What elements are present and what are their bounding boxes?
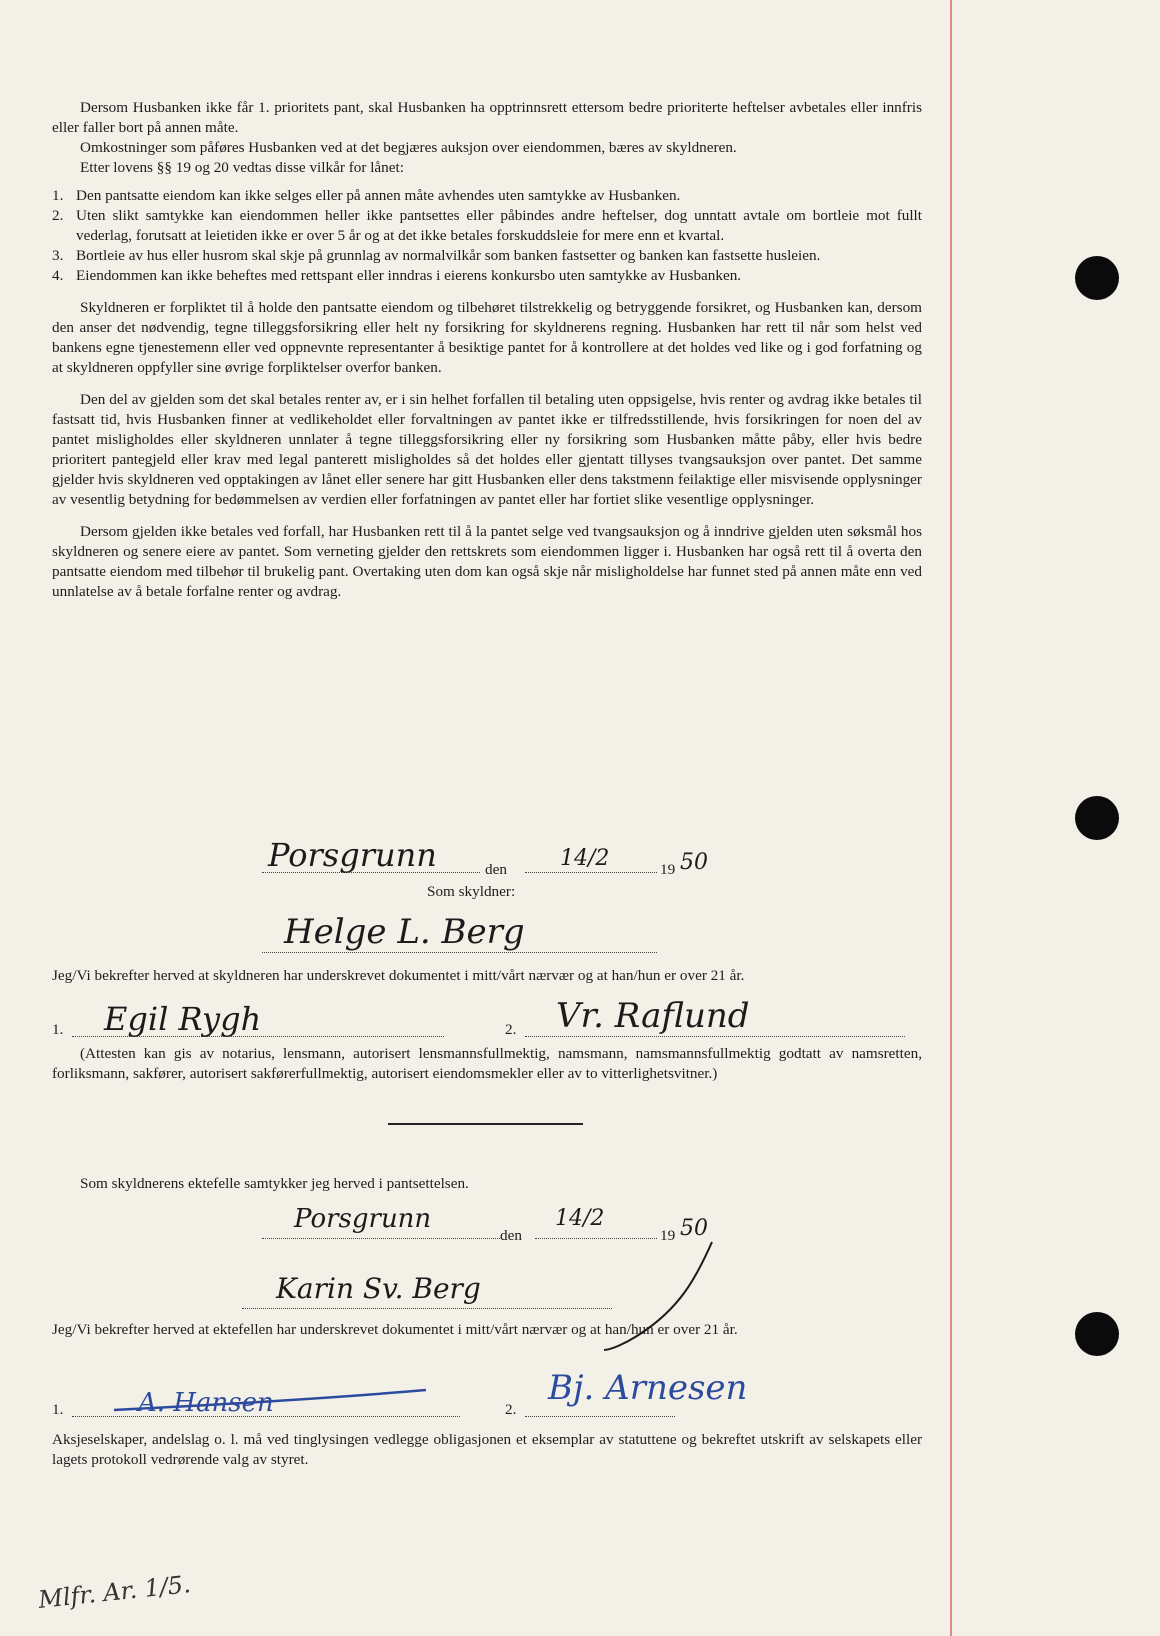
body-text: [52, 98, 922, 602]
condition-item: 4. Eiendommen kan ikke beheftes med rettspant eller inndras i eierens konkursbo uten samtykke av Husbanken.: [52, 267, 742, 284]
spouse-witness-1-signature: A. Hansen: [138, 1388, 274, 1418]
condition-item: 1. Den pantsatte eiendom kan ikke selges eller på annen måte avhendes uten samtykke av Husbanken.: [52, 187, 681, 204]
paragraph-insurance: Skyldneren er forpliktet til å holde den pantsatte eiendom og tilbehøret tilstrekkelig og betryggende forsikret, og Husbanken kan, dersom den anser det nødvendig, tegne tilleggsforsikring eller helt ny forsikring for skyldnerens regning. Husbanken har rett til når som helst ved bankens egne tjenestemenn eller ved oppnevnte representanter å besiktige pantet for å kontrollere at det holdes ved like og i god forfatning og at skyldneren oppfyller sine øvrige forpliktelser overfor banken.: [52, 299, 922, 376]
dotted-line: [262, 952, 657, 953]
debtor-role-label: Som skyldner:: [427, 883, 516, 900]
spouse-signature: Karin Sv. Berg: [276, 1272, 481, 1305]
handwritten-year: 50: [680, 850, 708, 875]
punch-hole-bottom: [1075, 1312, 1119, 1356]
paragraph-priority: Dersom Husbanken ikke får 1. prioritets pant, skal Husbanken ha opptrinnsrett ettersom bedre prioriterte heftelser avbetales eller innfris eller faller bort på annen måte.: [52, 99, 922, 136]
spouse-witness-statement: Jeg/Vi bekrefter herved at ektefellen har underskrevet dokumentet i mitt/vårt nærvær og at han/hun er over 21 år.: [52, 1321, 738, 1338]
year-prefix: 19: [660, 1227, 676, 1244]
den-label: den: [485, 861, 507, 878]
punch-hole-top: [1075, 256, 1119, 300]
witness-2-number: 2.: [505, 1021, 517, 1038]
spouse-witness-2-number: 2.: [505, 1401, 517, 1418]
divider-rule: [388, 1123, 583, 1125]
condition-item: 3. Bortleie av hus eller husrom skal skje på grunnlag av normalvilkår som banken fastsetter og banken kan fastsette husleien.: [52, 247, 821, 264]
witness-1-signature: Egil Rygh: [104, 1000, 262, 1038]
spouse-handwritten-place: Porsgrunn: [294, 1204, 432, 1234]
signature-underline: [110, 1386, 430, 1414]
attestation-note: (Attesten kan gis av notarius, lensmann, autorisert lensmannsfullmektig, namsmann, namsmannsfullmektig godtatt av namsretten, forliksmann, sakfører, autorisert sakførerfullmektig, autorisert eiendomsmekler eller av to vitterlighetsvitner.): [52, 1045, 922, 1082]
dotted-line: [525, 872, 657, 873]
handwritten-margin-note: Mlfr. Ar. 1/5.: [36, 1570, 192, 1614]
witness-1-number: 1.: [52, 1021, 64, 1038]
paragraph-default: Den del av gjelden som det skal betales renter av, er i sin helhet forfallen til betaling uten oppsigelse, hvis renter og avdrag ikke betales til fastsatt tid, hvis Husbanken finner at vedlikeholdet eller forvaltningen av pantet ikke er tilfredsstillende, hvis forsikringen for noen del av pantet misligholdes eller skyldneren unnlater å tegne tilleggsforsikring eller ny forsikring som Husbanken måtte påby, eller hvis bedre prioritert pantegjeld eller krav med legal panterett misligholdes så det holdes eller gjentatt tillyses tvangsauksjon over pantet. Det samme gjelder hvis skyldneren ved opptakingen av lånet eller senere har gitt Husbanken eller dens takstmenn feilaktige eller misvisende opplysninger av vesentlig betydning for bedømmelsen av verdien eller forfatningen av pantet eller har fortiet slike vesentlige opplysninger.: [52, 391, 922, 508]
den-label: den: [500, 1227, 522, 1244]
dotted-line: [72, 1416, 460, 1417]
year-prefix: 19: [660, 861, 676, 878]
paragraph-costs: Omkostninger som påføres Husbanken ved at det begjæres auksjon over eiendommen, bæres av skyldneren.: [80, 139, 737, 156]
conditions-list: [52, 186, 922, 286]
punch-hole-middle: [1075, 796, 1119, 840]
paragraph-conditions-intro: Etter lovens §§ 19 og 20 vedtas disse vilkår for lånet:: [80, 159, 404, 176]
signature-flourish: [600, 1238, 730, 1358]
witness-statement: Jeg/Vi bekrefter herved at skyldneren har underskrevet dokumentet i mitt/vårt nærvær og at han/hun er over 21 år.: [52, 967, 745, 984]
spouse-handwritten-year: 50: [680, 1216, 708, 1241]
handwritten-date: 14/2: [560, 846, 610, 871]
spouse-consent-text: Som skyldnerens ektefelle samtykker jeg herved i pantsettelsen.: [80, 1175, 469, 1192]
spouse-handwritten-date: 14/2: [555, 1206, 605, 1231]
dotted-line: [262, 1238, 500, 1239]
footer-text: Aksjeselskaper, andelslag o. l. må ved tinglysingen vedlegge obligasjonen et eksemplar av statuttene og bekreftet utskrift av selskapets eller lagets protokoll vedrørende valg av styret.: [52, 1431, 922, 1468]
red-margin-line: [950, 0, 952, 1636]
witness-2-signature: Vr. Raflund: [556, 996, 750, 1036]
debtor-signature: Helge L. Berg: [284, 912, 525, 952]
spouse-witness-1-number: 1.: [52, 1401, 64, 1418]
paragraph-enforcement: Dersom gjelden ikke betales ved forfall, har Husbanken rett til å la pantet selge ved tvangsauksjon og å inndrive gjelden uten søksmål hos skyldneren og senere eiere av pantet. Som verneting gjelder den rettskrets som eiendommen ligger i. Husbanken har også rett til å overta den pantsatte eiendom med tilbehør til brukelig pant. Overtaking uten dom kan også skje når misligholdelse har funnet sted på annen måte enn ved unnlatelse av å betale forfalne renter og avdrag.: [52, 523, 922, 600]
attestation-note-block: [52, 1044, 922, 1084]
condition-item: 2. Uten slikt samtykke kan eiendommen heller ikke pantsettes eller påbindes andre heftelser, dog unntatt avtale om bortleie mot fullt vederlag, forutsatt at leietiden ikke er over 5 år og at det ikke betales forskuddsleie for mere enn et kvartal.: [52, 207, 922, 244]
footer-block: [52, 1430, 922, 1470]
spouse-witness-2-signature: Bj. Arnesen: [548, 1368, 748, 1408]
dotted-line: [242, 1308, 612, 1309]
dotted-line: [72, 1036, 444, 1037]
handwritten-place: Porsgrunn: [268, 836, 437, 874]
dotted-line: [525, 1416, 675, 1417]
dotted-line: [525, 1036, 905, 1037]
dotted-line: [262, 872, 480, 873]
